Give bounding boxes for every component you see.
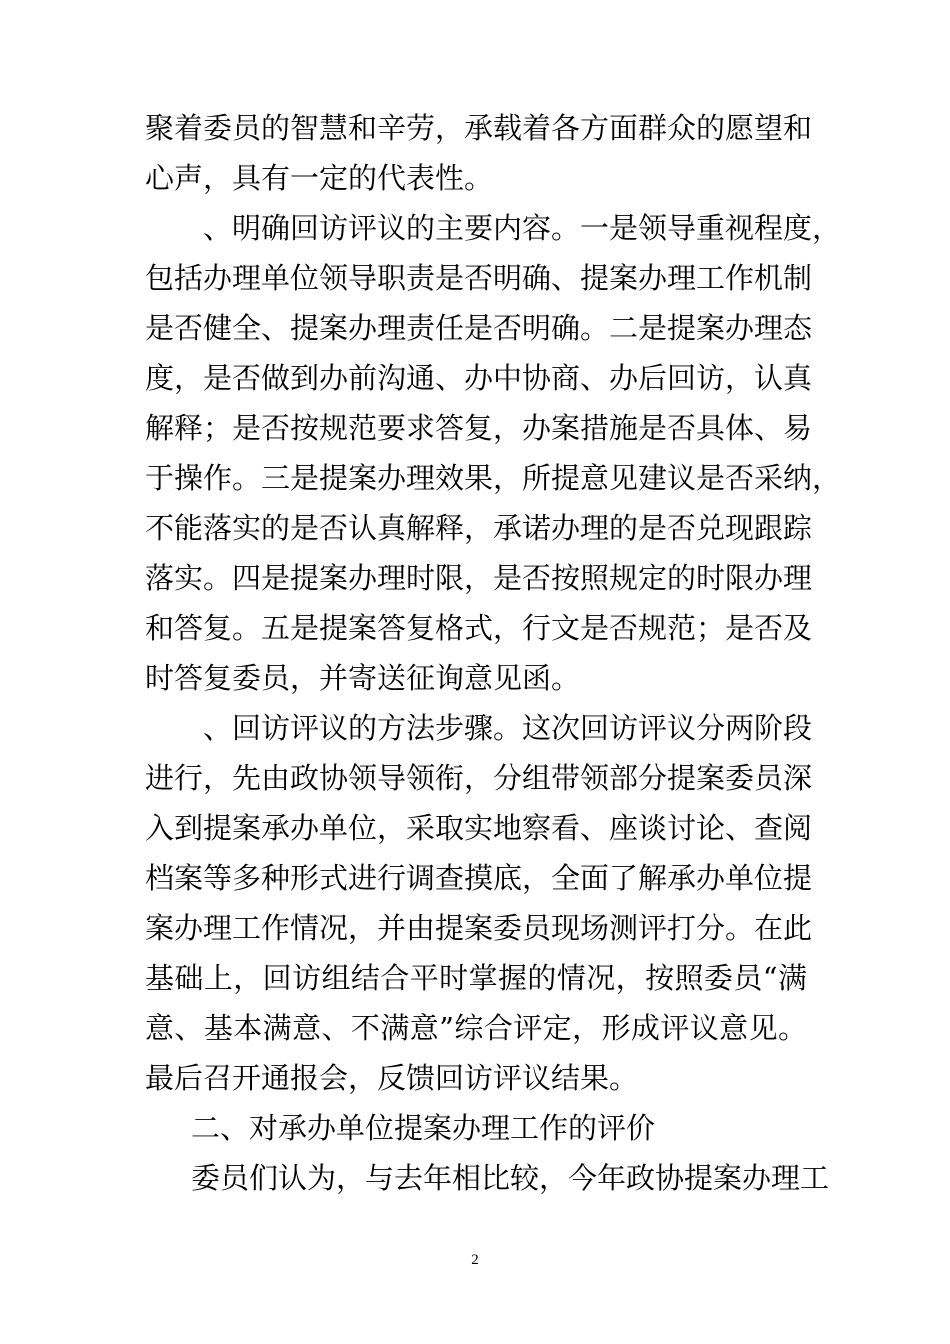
text-line: 、明确回访评议的主要内容。一是领导重视程度， [203, 211, 842, 245]
text-line: 度，是否做到办前沟通、办中协商、办后回访，认真 [145, 361, 813, 395]
section-heading: 二、对承办单位提案办理工作的评价 [191, 1111, 656, 1145]
text-line: 是否健全、提案办理责任是否明确。二是提案办理态 [145, 311, 813, 345]
text-line: 最后召开通报会，反馈回访评议结果。 [145, 1061, 639, 1095]
text-line: 于操作。三是提案办理效果，所提意见建议是否采纳， [145, 461, 842, 495]
text-line: 落实。四是提案办理时限，是否按照规定的时限办理 [145, 561, 813, 595]
text-line: 进行，先由政协领导领衔，分组带领部分提案委员深 [145, 761, 813, 795]
text-line: 意、基本满意、不满意”综合评定，形成评议意见。 [145, 1011, 807, 1045]
text-line: 档案等多种形式进行调查摸底，全面了解承办单位提 [145, 861, 813, 895]
text-line: 、回访评议的方法步骤。这次回访评议分两阶段 [203, 711, 813, 745]
body-text [145, 103, 842, 1203]
text-line: 心声，具有一定的代表性。 [145, 161, 494, 195]
text-line: 包括办理单位领导职责是否明确、提案办理工作机制 [145, 261, 813, 295]
page-number: 2 [471, 1252, 479, 1268]
text-line: 入到提案承办单位，采取实地察看、座谈讨论、查阅 [145, 811, 813, 845]
text-line: 解释；是否按规范要求答复，办案措施是否具体、易 [145, 411, 813, 445]
text-line: 基础上，回访组结合平时掌握的情况，按照委员“满 [145, 961, 807, 995]
text-line: 不能落实的是否认真解释，承诺办理的是否兑现跟踪 [145, 511, 813, 545]
text-line: 和答复。五是提案答复格式，行文是否规范；是否及 [145, 611, 813, 645]
text-line: 聚着委员的智慧和辛劳，承载着各方面群众的愿望和 [145, 111, 813, 145]
text-line: 委员们认为，与去年相比较，今年政协提案办理工 [191, 1161, 830, 1195]
text-line: 时答复委员，并寄送征询意见函。 [145, 661, 581, 695]
text-line: 案办理工作情况，并由提案委员现场测评打分。在此 [145, 911, 813, 945]
